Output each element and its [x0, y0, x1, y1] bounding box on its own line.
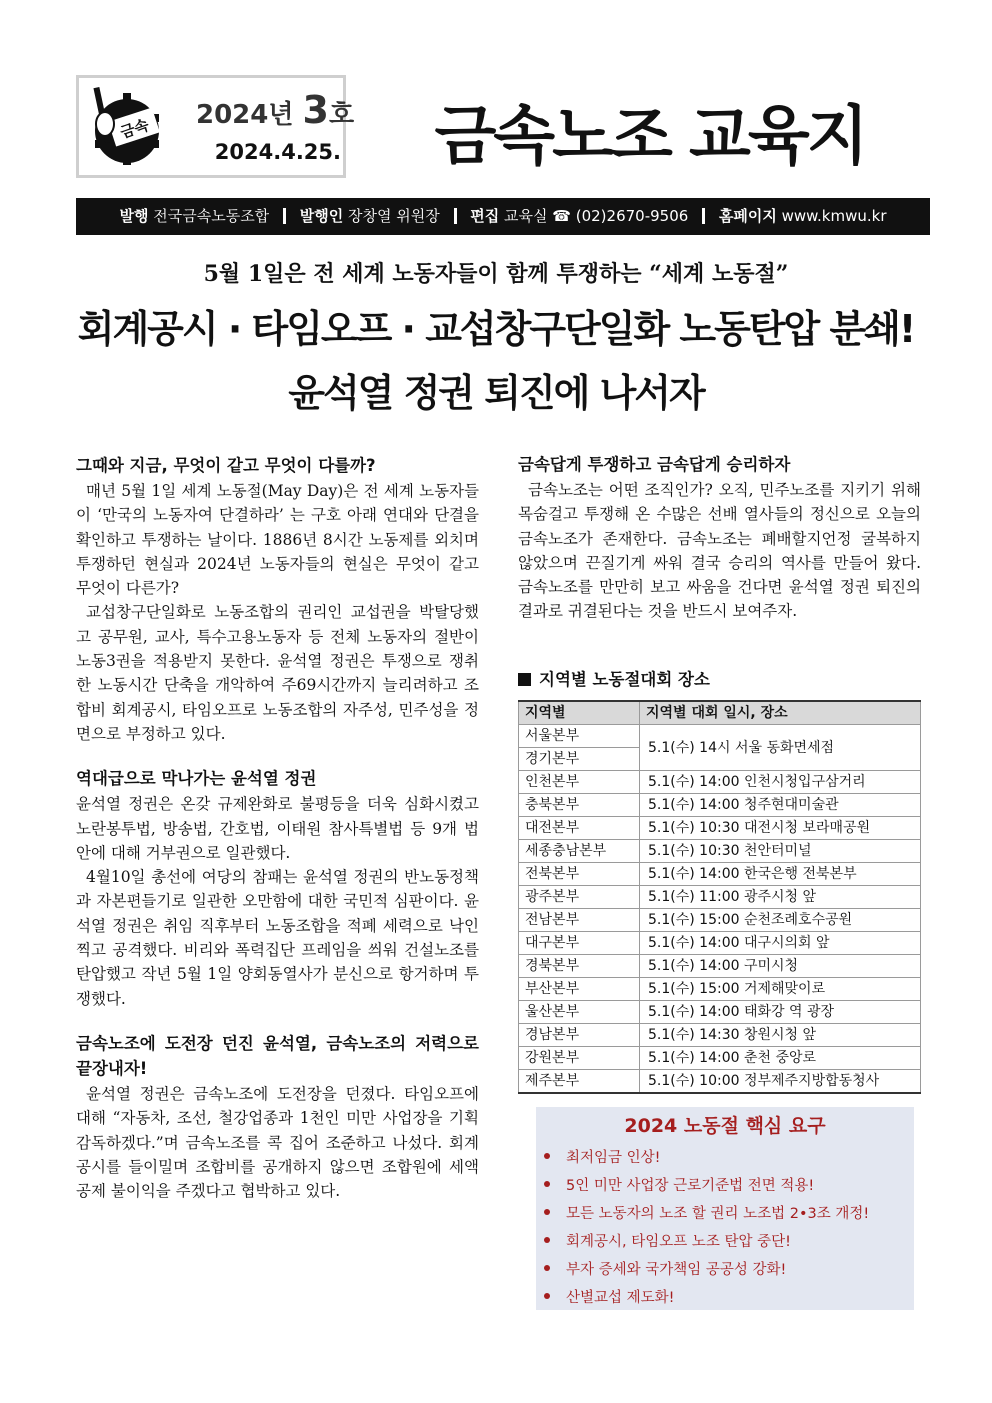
region-cell: 경기본부: [519, 748, 640, 771]
region-cell: 광주본부: [519, 886, 640, 909]
list-item: 회계공시, 타임오프 노조 탄압 중단!: [544, 1228, 914, 1256]
schedule-cell: 5.1(수) 14:00 구미시청: [640, 955, 921, 978]
table-row: [519, 955, 921, 978]
paragraph: 4월10일 총선에 여당의 참패는 윤석열 정권의 반노동정책과 자본편들기로 일관한 오만함에 대한 국민적 심판이다. 윤석열 정권은 취임 직후부터 노동조합을 적폐 세력으로 낙인찍고 공격했다. 비리와 폭력집단 프레임을 씌워 건설노조를 탄압했고 작년 5월 1일 양회동열사가 분신으로 항거하며 투쟁했다.: [76, 868, 479, 1008]
paragraph: 윤석열 정권은 금속노조에 도전장을 던졌다. 타임오프에 대해 “자동차, 조선, 철강업종과 1천인 미만 사업장을 기획 감독하겠다.”며 금속노조를 콕 집어 조준하고 나섰다. 회계공시를 들이밀며 조합비를 공개하지 않으면 조합원에 세액공제 불이익을 주겠다고 협박하고 있다.: [76, 1084, 479, 1201]
schedule-cell: 5.1(수) 14:00 춘천 중앙로: [640, 1047, 921, 1070]
schedule-cell: 5.1(수) 10:00 정부제주지방합동청사: [640, 1070, 921, 1094]
headline-line-2: 윤석열 정권 퇴진에 나서자: [288, 371, 704, 415]
key-demands-box: [536, 1107, 914, 1310]
table-row: [519, 863, 921, 886]
schedule-cell: 5.1(수) 14시 서울 동화면세점: [640, 725, 921, 771]
table-row: [519, 886, 921, 909]
section-title: 금속노조에 도전장 던진 윤석열, 금속노조의 저력으로 끝장내자!: [76, 1033, 479, 1078]
region-table-title: 지역별 노동절대회 장소: [518, 666, 710, 690]
paragraph: 교섭창구단일화로 노동조합의 권리인 교섭권을 박탈당했고 공무원, 교사, 특수고용노동자 등 전체 노동자의 절반이 노동3권을 적용받지 못한다. 윤석열 정권은 투쟁으로 쟁취한 노동시간 단축을 개악하여 주69시간까지 늘리려하고 조합비 회계공시, 타임오프로 노동조합의 자주성, 민주성을 정면으로 부정하고 있다.: [76, 603, 479, 743]
schedule-cell: 5.1(수) 11:00 광주시청 앞: [640, 886, 921, 909]
issue-number: 2024년 3호: [196, 88, 355, 132]
column-header: 지역별 대회 일시, 장소: [640, 701, 921, 725]
subheadline: 5월 1일은 전 세계 노동자들이 함께 투쟁하는 “세계 노동절”: [203, 261, 789, 287]
table-row: [519, 978, 921, 1001]
list-item: 부자 증세와 국가책임 공공성 강화!: [544, 1256, 914, 1284]
table-row: [519, 932, 921, 955]
homepage-link[interactable]: www.kmwu.kr: [781, 207, 887, 225]
masthead-title: 금속노조 교육지: [434, 100, 866, 174]
table-row: [519, 771, 921, 794]
bullet-icon: [544, 1265, 550, 1271]
region-cell: 부산본부: [519, 978, 640, 1001]
table-row: [519, 1047, 921, 1070]
region-cell: 충북본부: [519, 794, 640, 817]
schedule-cell: 5.1(수) 14:00 인천시청입구삼거리: [640, 771, 921, 794]
demands-title: 2024 노동절 핵심 요구: [624, 1115, 826, 1137]
region-cell: 인천본부: [519, 771, 640, 794]
svg-text:금속: 금속: [118, 115, 152, 142]
region-cell: 전남본부: [519, 909, 640, 932]
schedule-cell: 5.1(수) 14:00 한국은행 전북본부: [640, 863, 921, 886]
schedule-cell: 5.1(수) 14:30 창원시청 앞: [640, 1024, 921, 1047]
table-row: [519, 840, 921, 863]
bullet-icon: [544, 1209, 550, 1215]
schedule-cell: 5.1(수) 15:00 거제해맞이로: [640, 978, 921, 1001]
schedule-cell: 5.1(수) 15:00 순천조례호수공원: [640, 909, 921, 932]
table-row: [519, 725, 921, 748]
region-cell: 대구본부: [519, 932, 640, 955]
table-row: [519, 1024, 921, 1047]
table-row: [519, 909, 921, 932]
list-item: 최저임금 인상!: [544, 1144, 914, 1172]
demands-list: [536, 1144, 914, 1312]
region-cell: 세종충남본부: [519, 840, 640, 863]
square-bullet-icon: [518, 673, 531, 686]
issue-date: 2024.4.25.: [214, 140, 341, 164]
publication-bar: 발행 전국금속노동조합 발행인 장창열 위원장 편집 교육실 ☎ (02)2670-9506 홈페이지 www.kmwu.kr: [76, 198, 930, 235]
table-header-row: [519, 701, 921, 725]
section-title: 그때와 지금, 무엇이 같고 무엇이 다를까?: [76, 456, 376, 475]
separator: [702, 208, 705, 224]
schedule-cell: 5.1(수) 14:00 청주현대미술관: [640, 794, 921, 817]
bullet-icon: [544, 1153, 550, 1159]
union-logo-icon: [85, 84, 169, 166]
region-cell: 대전본부: [519, 817, 640, 840]
schedule-cell: 5.1(수) 10:30 대전시청 보라매공원: [640, 817, 921, 840]
region-cell: 경남본부: [519, 1024, 640, 1047]
region-cell: 전북본부: [519, 863, 640, 886]
schedule-cell: 5.1(수) 14:00 태화강 역 광장: [640, 1001, 921, 1024]
region-cell: 강원본부: [519, 1047, 640, 1070]
separator: [454, 208, 457, 224]
region-cell: 경북본부: [519, 955, 640, 978]
paragraph: 금속노조는 어떤 조직인가? 오직, 민주노조를 지키기 위해 목숨걸고 투쟁해 온 수많은 선배 열사들의 정신으로 오늘의 금속노조가 존재한다. 금속노조는 폐배할지언정 굴복하지 않았으며 끈질기게 싸워 결국 승리의 역사를 만들어 왔다. 금속노조를 만만히 보고 싸움을 건다면 윤석열 정권 퇴진의 결과로 귀결된다는 것을 반드시 보여주자.: [518, 481, 921, 621]
section-title: 금속답게 투쟁하고 금속답게 승리하자: [518, 455, 791, 474]
section-title: 역대급으로 막나가는 윤석열 정권: [76, 769, 317, 789]
list-item: 모든 노동자의 노조 할 권리 노조법 2•3조 개정!: [544, 1200, 914, 1228]
separator: [283, 208, 286, 224]
bullet-icon: [544, 1181, 550, 1187]
region-schedule-table: [518, 700, 921, 1094]
region-cell: 제주본부: [519, 1070, 640, 1094]
list-item: 5인 미만 사업장 근로기준법 전면 적용!: [544, 1172, 914, 1200]
right-column: [518, 452, 921, 624]
bullet-icon: [544, 1237, 550, 1243]
paragraph: 매년 5월 1일 세계 노동절(May Day)은 전 세계 노동자들이 ‘만국의 노동자여 단결하라’ 는 구호 아래 연대와 단결을 확인하고 투쟁하는 날이다. 1886년 8시간 노동제를 외치며 투쟁하던 현실과 2024년 노동자들의 현실은 무엇이 같고 무엇이 다른가?: [76, 482, 479, 598]
table-row: [519, 794, 921, 817]
region-cell: 서울본부: [519, 725, 640, 748]
region-cell: 울산본부: [519, 1001, 640, 1024]
column-header: 지역별: [519, 701, 640, 725]
paragraph: 윤석열 정권은 온갖 규제완화로 불평등을 더욱 심화시켰고 노란봉투법, 방송법, 간호법, 이태원 참사특별법 등 9개 법안에 대해 거부권으로 일관했다.: [76, 795, 479, 862]
schedule-cell: 5.1(수) 14:00 대구시의회 앞: [640, 932, 921, 955]
headline-line-1: 회계공시 · 타임오프 · 교섭창구단일화 노동탄압 분쇄!: [77, 307, 915, 351]
bullet-icon: [544, 1293, 550, 1299]
table-row: [519, 817, 921, 840]
list-item: 산별교섭 제도화!: [544, 1284, 914, 1312]
left-column: [76, 453, 479, 1203]
table-row: [519, 1070, 921, 1094]
schedule-cell: 5.1(수) 10:30 천안터미널: [640, 840, 921, 863]
table-row: [519, 1001, 921, 1024]
